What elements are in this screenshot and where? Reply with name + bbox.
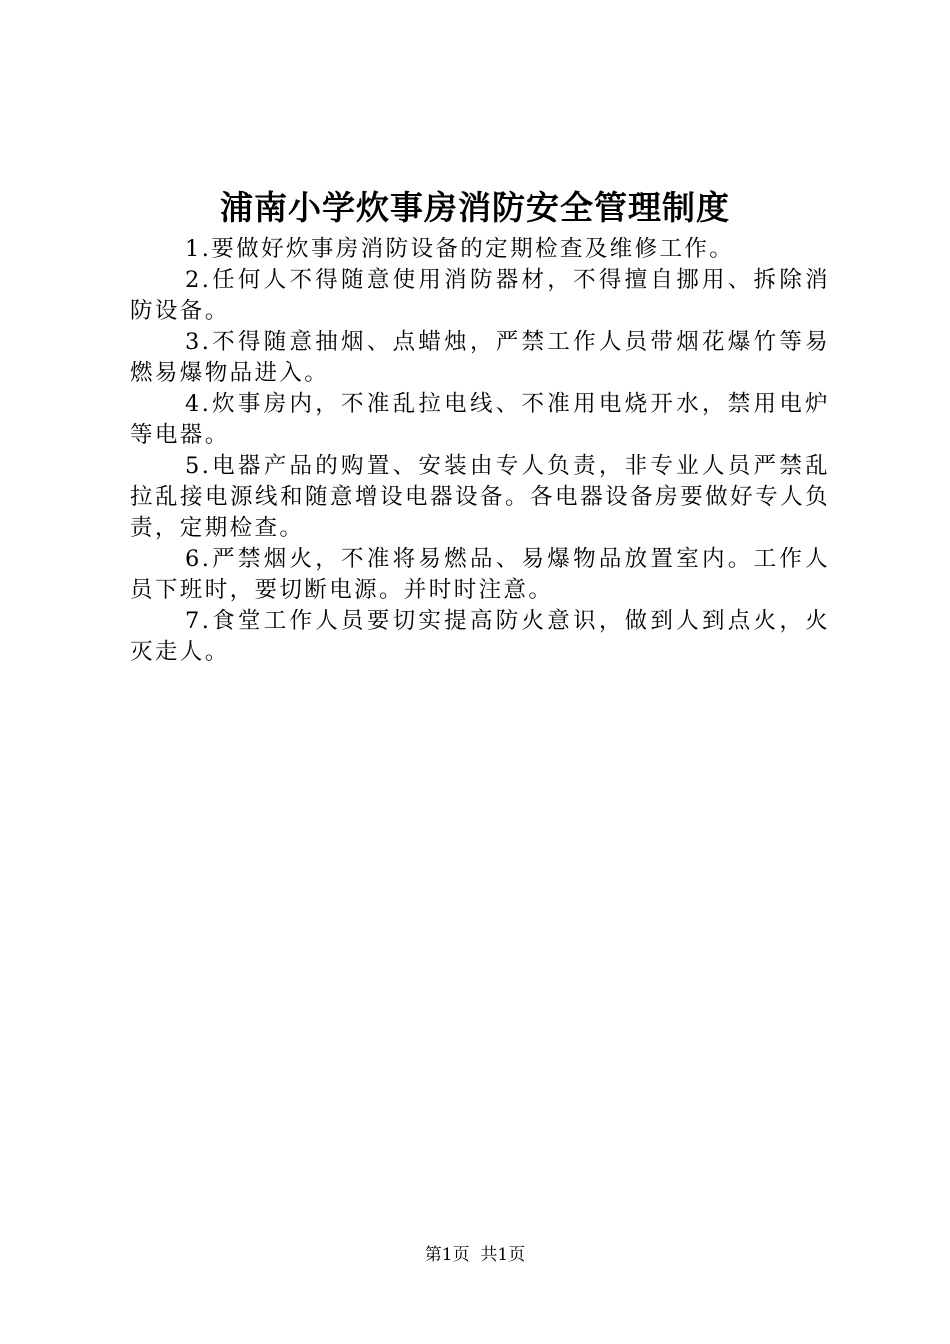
- document-body: [130, 234, 830, 668]
- rule-paragraph-5: 5.电器产品的购置、安装由专人负责，非专业人员严禁乱拉乱接电源线和随意增设电器设备。各电器设备房要做好专人负责，定期检查。: [130, 453, 830, 541]
- page-footer: 第1页 共1页: [424, 1245, 526, 1265]
- rule-paragraph-3: 3.不得随意抽烟、点蜡烛，严禁工作人员带烟花爆竹等易燃易爆物品进入。: [130, 329, 830, 386]
- document-title: 浦南小学炊事房消防安全管理制度: [220, 188, 730, 227]
- rule-paragraph-6: 6.严禁烟火，不准将易燃品、易爆物品放置室内。工作人员下班时，要切断电源。并时时注意。: [130, 546, 830, 603]
- rule-paragraph-2: 2.任何人不得随意使用消防器材，不得擅自挪用、拆除消防设备。: [130, 267, 830, 324]
- rule-paragraph-7: 7.食堂工作人员要切实提高防火意识，做到人到点火，火灭走人。: [130, 608, 830, 665]
- rule-paragraph-1: 1.要做好炊事房消防设备的定期检查及维修工作。: [185, 236, 735, 262]
- rule-paragraph-4: 4.炊事房内，不准乱拉电线、不准用电烧开水，禁用电炉等电器。: [130, 391, 830, 448]
